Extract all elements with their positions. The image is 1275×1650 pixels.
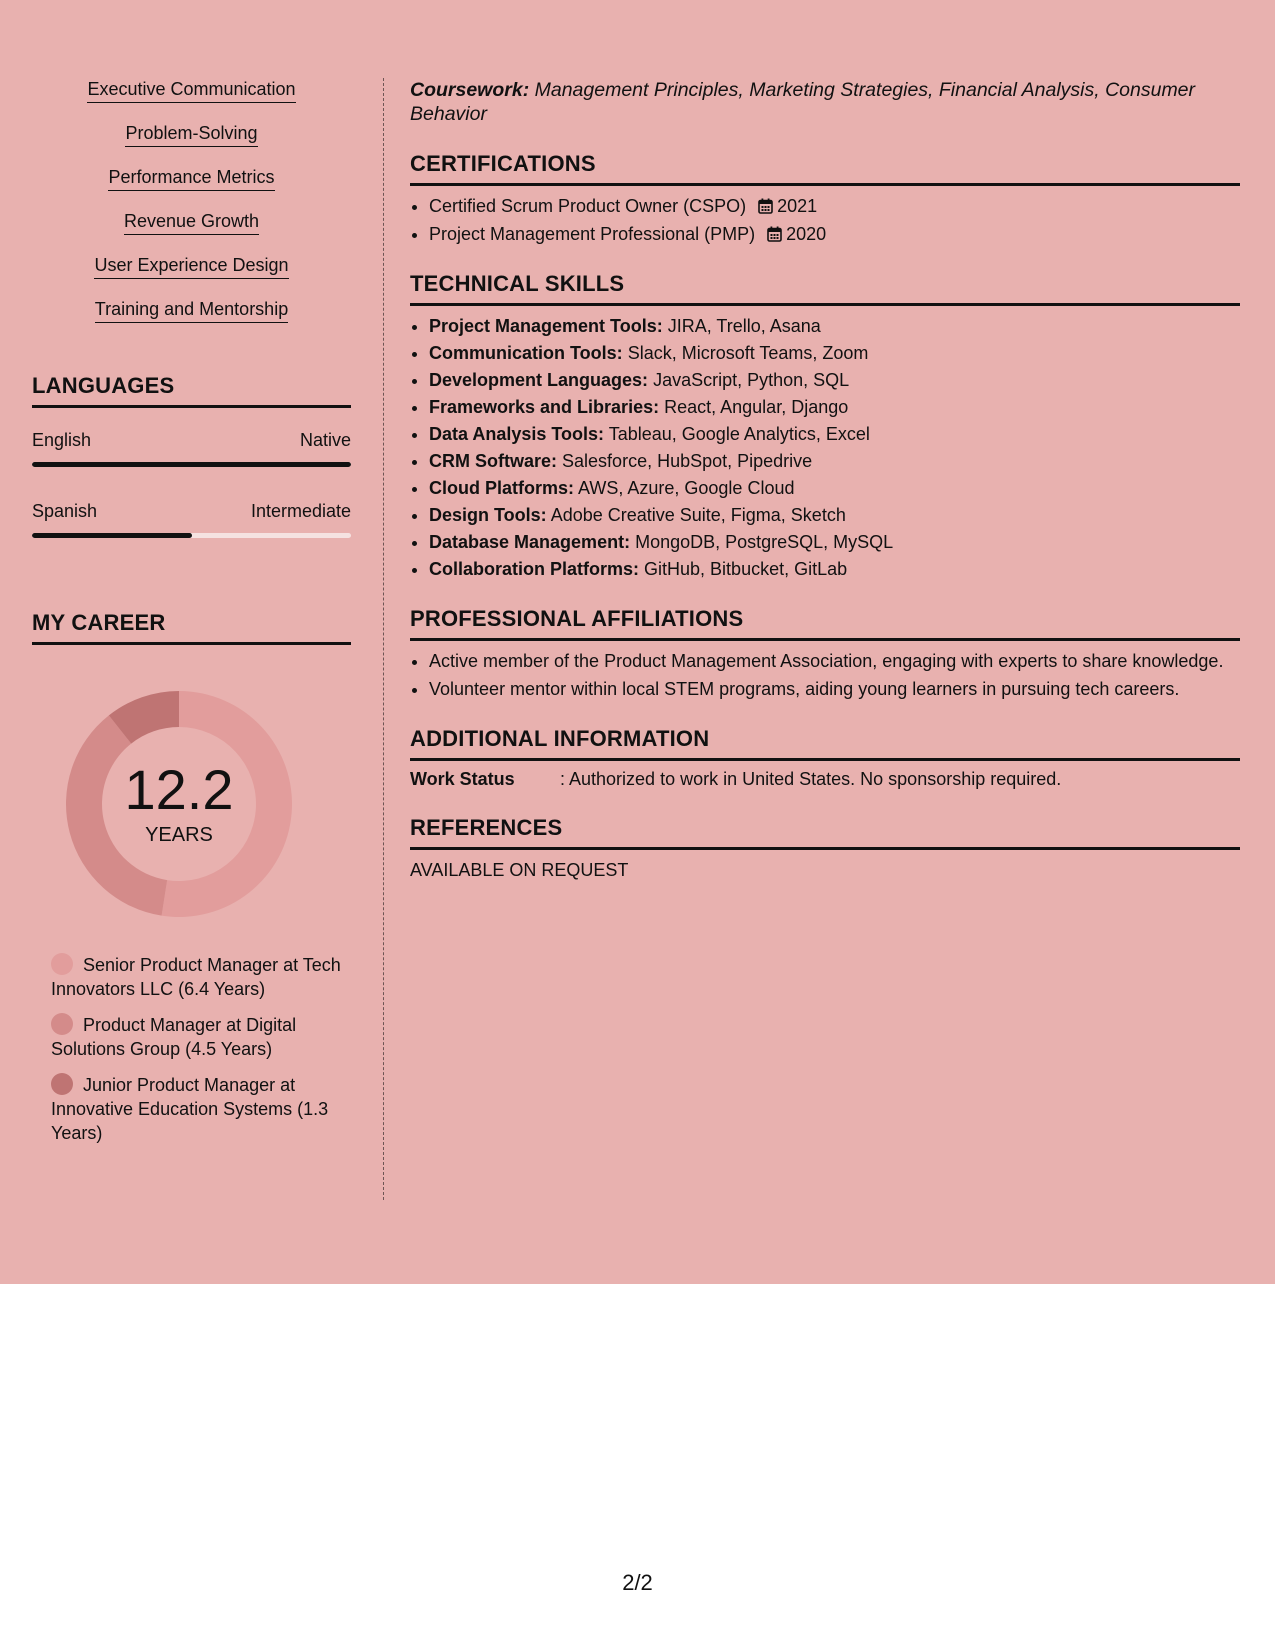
languages-title: LANGUAGES [32, 373, 351, 408]
technical-skills-list [429, 314, 1240, 581]
skill-values: AWS, Azure, Google Cloud [578, 478, 795, 498]
affiliation-item: • Active member of the Product Management Association, engaging with experts to share knowledge. [429, 649, 1240, 673]
technical-skill-item [429, 449, 1240, 473]
career-donut-chart [66, 691, 292, 917]
skill-tag: Revenue Growth [124, 210, 259, 235]
technical-skills-section [410, 271, 1240, 581]
skill-values: React, Angular, Django [664, 397, 849, 417]
career-legend-label: Junior Product Manager at Innovative Education Systems (1.3 Years) [51, 1075, 329, 1143]
language-name: Spanish [32, 501, 98, 521]
work-status-row [410, 769, 1240, 790]
affiliations-title: PROFESSIONAL AFFILIATIONS [410, 606, 1240, 641]
skill-category: Project Management Tools: [429, 316, 663, 336]
career-section [32, 610, 351, 1145]
language-bar [32, 462, 351, 467]
legend-dot-icon [51, 1073, 73, 1095]
language-bar-fill [32, 533, 192, 538]
skill-category: Development Languages: [429, 370, 649, 390]
additional-info-section [410, 726, 1240, 790]
language-level: Native [299, 430, 351, 450]
technical-skill-item [429, 395, 1240, 419]
technical-skill-item [429, 530, 1240, 554]
references-title: REFERENCES [410, 815, 1240, 850]
career-title: MY CAREER [32, 610, 351, 645]
technical-skill-item [429, 422, 1240, 446]
skill-category: CRM Software: [429, 451, 558, 471]
skill-tag: Training and Mentorship [95, 298, 288, 323]
column-divider [383, 78, 384, 1200]
skill-category: Collaboration Platforms: [429, 559, 640, 579]
language-name: English [32, 430, 92, 450]
skill-values: GitHub, Bitbucket, GitLab [644, 559, 848, 579]
technical-skill-item [429, 368, 1240, 392]
certifications-list [429, 194, 1240, 246]
additional-info-title: ADDITIONAL INFORMATION [410, 726, 1240, 761]
technical-skill-item [429, 341, 1240, 365]
career-legend-item [51, 1073, 341, 1145]
skill-values: Adobe Creative Suite, Figma, Sketch [550, 505, 846, 525]
skill-tag: User Experience Design [94, 254, 288, 279]
career-total-years: 12.2 [124, 757, 234, 821]
skill-values: Slack, Microsoft Teams, Zoom [627, 343, 869, 363]
skill-category: Cloud Platforms: [429, 478, 575, 498]
language-row [32, 501, 351, 522]
donut-center [66, 691, 292, 917]
skill-category: Communication Tools: [429, 343, 623, 363]
technical-skills-title: TECHNICAL SKILLS [410, 271, 1240, 306]
career-legend [51, 953, 341, 1145]
left-column [32, 78, 351, 1157]
skill-category: Data Analysis Tools: [429, 424, 605, 444]
technical-skill-item [429, 476, 1240, 500]
affiliations-section [410, 606, 1240, 701]
skill-values: Tableau, Google Analytics, Excel [608, 424, 870, 444]
skill-values: JIRA, Trello, Asana [667, 316, 821, 336]
skill-category: Frameworks and Libraries: [429, 397, 660, 417]
work-status-label: Work Status [410, 769, 515, 789]
coursework [410, 78, 1240, 126]
skill-category: Design Tools: [429, 505, 547, 525]
coursework-text: Management Principles, Marketing Strategies, Financial Analysis, Consumer Behavior [410, 79, 1196, 125]
skill-category: Database Management: [429, 532, 631, 552]
calendar-icon [758, 198, 773, 214]
technical-skill-item [429, 314, 1240, 338]
page-number: 2/2 [622, 1570, 653, 1595]
language-row [32, 430, 351, 451]
calendar-icon [767, 226, 782, 242]
references-section [410, 815, 1240, 881]
language-level: Intermediate [250, 501, 351, 521]
language-bar-fill [32, 462, 351, 467]
legend-dot-icon [51, 1013, 73, 1035]
language-bar [32, 533, 351, 538]
affiliations-list [429, 649, 1240, 701]
technical-skill-item [429, 557, 1240, 581]
skill-values: MongoDB, PostgreSQL, MySQL [635, 532, 894, 552]
career-legend-label: Product Manager at Digital Solutions Group (4.5 Years) [51, 1015, 297, 1059]
skill-tag: Problem-Solving [125, 122, 257, 147]
technical-skill-item [429, 503, 1240, 527]
skill-tag: Performance Metrics [108, 166, 274, 191]
skills-list [32, 78, 351, 342]
coursework-label: Coursework: [410, 79, 530, 101]
skill-tag: Executive Communication [87, 78, 295, 103]
legend-dot-icon [51, 953, 73, 975]
skill-values: Salesforce, HubSpot, Pipedrive [562, 451, 813, 471]
certification-name: Project Management Professional (PMP) [429, 224, 756, 244]
certifications-title: CERTIFICATIONS [410, 151, 1240, 186]
certification-item [429, 222, 1240, 246]
career-legend-label: Senior Product Manager at Tech Innovators LLC (6.4 Years) [51, 955, 341, 999]
career-legend-item [51, 953, 341, 1001]
certification-year: 2020 [786, 224, 827, 244]
certifications-section [410, 151, 1240, 246]
affiliation-item: • Volunteer mentor within local STEM programs, aiding young learners in pursuing tech careers. [429, 677, 1240, 701]
career-legend-item [51, 1013, 341, 1061]
right-column [410, 78, 1240, 881]
work-status-value: : Authorized to work in United States. No sponsorship required. [560, 769, 1062, 789]
references-text: AVAILABLE ON REQUEST [410, 860, 629, 880]
certification-item [429, 194, 1240, 218]
skill-values: JavaScript, Python, SQL [653, 370, 850, 390]
career-years-unit: YEARS [145, 823, 213, 846]
certification-name: Certified Scrum Product Owner (CSPO) [429, 196, 747, 216]
languages-section [32, 373, 351, 538]
certification-year: 2021 [777, 196, 818, 216]
